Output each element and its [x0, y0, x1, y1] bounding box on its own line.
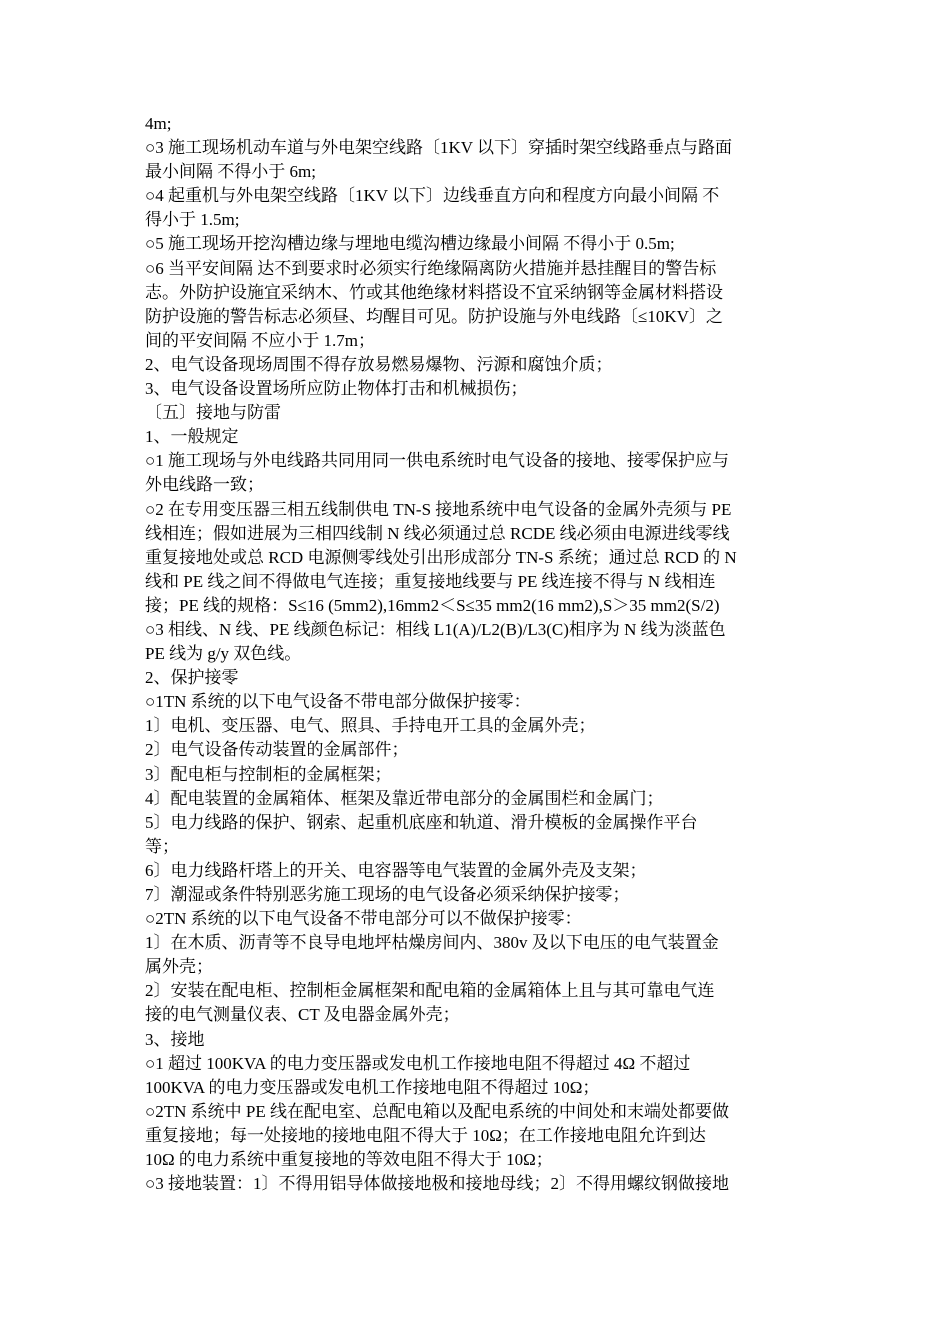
- text-line: 志。外防护设施宜采纳木、竹或其他绝缘材料搭设不宜采纳钢等金属材料搭设: [145, 282, 723, 302]
- list-item: 7〕潮湿或条件特别恶劣施工现场的电气设备必须采纳保护接零；: [145, 885, 630, 904]
- text-line: 等；: [145, 836, 179, 856]
- text-line: 线和 PE 线之间不得做电气连接；重复接地线要与 PE 线连接不得与 N 线相连: [145, 571, 716, 591]
- list-item: 2〕电气设备传动装置的金属部件；: [145, 740, 409, 760]
- text-line: 外电线路一致；: [145, 475, 264, 495]
- text-line: 重复接地处或总 RCD 电源侧零线处引出形成部分 TN-S 系统；通过总 RCD 的 N: [145, 547, 737, 567]
- text-line: 间的平安间隔 不应小于 1.7m；: [145, 330, 375, 350]
- list-item: 3〕配电柜与控制柜的金属框架；: [145, 764, 392, 784]
- text-line: ○3 相线、N 线、PE 线颜色标记：相线 L1(A)/L2(B)/L3(C)相序为 N 线为淡蓝色: [145, 619, 726, 639]
- text-line: ○1 施工现场与外电线路共同用同一供电系统时电气设备的接地、接零保护应与: [145, 451, 730, 471]
- text-line: 100KVA 的电力变压器或发电机工作接地电阻不得超过 10Ω；: [145, 1077, 600, 1097]
- document-body: [145, 112, 810, 1196]
- text-line: 重复接地；每一处接地的接地电阻不得大于 10Ω；在工作接地电阻允许到达: [145, 1125, 706, 1145]
- text-line: 属外壳；: [145, 957, 213, 977]
- subsection-heading: 1、一般规定: [145, 427, 239, 447]
- text-line: 2、电气设备现场周围不得存放易燃易爆物、污源和腐蚀介质；: [145, 354, 613, 374]
- text-line: ○3 施工现场机动车道与外电架空线路〔1KV 以下〕穿插时架空线路垂点与路面: [145, 138, 733, 158]
- text-line: 得小于 1.5m;: [145, 210, 240, 230]
- text-line: ○1 超过 100KVA 的电力变压器或发电机工作接地电阻不得超过 4Ω 不超过: [145, 1053, 691, 1073]
- section-heading: 〔五〕接地与防雷: [145, 403, 281, 423]
- text-line: 防护设施的警告标志必须昼、均醒目可见。防护设施与外电线路〔≤10KV〕之: [145, 306, 723, 326]
- text-line: ○2 在专用变压器三相五线制供电 TN-S 接地系统中电气设备的金属外壳须与 PE: [145, 499, 732, 519]
- subsection-heading: 2、保护接零: [145, 668, 239, 688]
- text-line: ○2TN 系统中 PE 线在配电室、总配电箱以及配电系统的中间处和末端处都要做: [145, 1101, 730, 1121]
- text-line: PE 线为 g/y 双色线。: [145, 644, 302, 664]
- text-line: ○2TN 系统的以下电气设备不带电部分可以不做保护接零：: [145, 909, 582, 929]
- list-item: 2〕安装在配电柜、控制柜金属框架和配电箱的金属箱体上且与其可靠电气连: [145, 981, 715, 1001]
- text-line: 最小间隔 不得小于 6m;: [145, 162, 316, 182]
- list-item: 4〕配电装置的金属箱体、框架及靠近带电部分的金属围栏和金属门；: [145, 788, 664, 808]
- text-line: 线相连；假如进展为三相四线制 N 线必须通过总 RCDE 线必须由电源进线零线: [145, 523, 730, 543]
- text-line: ○4 起重机与外电架空线路〔1KV 以下〕边线垂直方向和程度方向最小间隔 不: [145, 186, 720, 206]
- text-line: 3、电气设备设置场所应防止物体打击和机械损伤；: [145, 379, 528, 399]
- list-item: 1〕电机、变压器、电气、照具、手持电开工具的金属外壳；: [145, 716, 596, 736]
- text-line: ○1TN 系统的以下电气设备不带电部分做保护接零：: [145, 692, 531, 712]
- text-line: 10Ω 的电力系统中重复接地的等效电阻不得大于 10Ω；: [145, 1150, 553, 1170]
- text-line: ○3 接地装置：1〕不得用铝导体做接地极和接地母线；2〕不得用螺纹钢做接地: [145, 1174, 730, 1194]
- subsection-heading: 3、接地: [145, 1029, 205, 1049]
- text-line: ○6 当平安间隔 达不到要求时必须实行绝缘隔离防火措施并悬挂醒目的警告标: [145, 258, 717, 278]
- text-line: ○5 施工现场开挖沟槽边缘与埋地电缆沟槽边缘最小间隔 不得小于 0.5m;: [145, 234, 675, 254]
- text-line: 4m;: [145, 114, 172, 133]
- list-item: 1〕在木质、沥青等不良导电地坪枯燥房间内、380v 及以下电压的电气装置金: [145, 933, 719, 953]
- text-line: 接的电气测量仪表、CT 及电器金属外壳；: [145, 1005, 460, 1025]
- list-item: 6〕电力线路杆塔上的开关、电容器等电气装置的金属外壳及支架；: [145, 860, 647, 880]
- list-item: 5〕电力线路的保护、钢索、起重机底座和轨道、滑升模板的金属操作平台: [145, 812, 698, 832]
- text-line: 接；PE 线的规格：S≤16 (5mm2),16mm2＜S≤35 mm2(16 mm2),S＞35 mm2(S/2): [145, 595, 720, 615]
